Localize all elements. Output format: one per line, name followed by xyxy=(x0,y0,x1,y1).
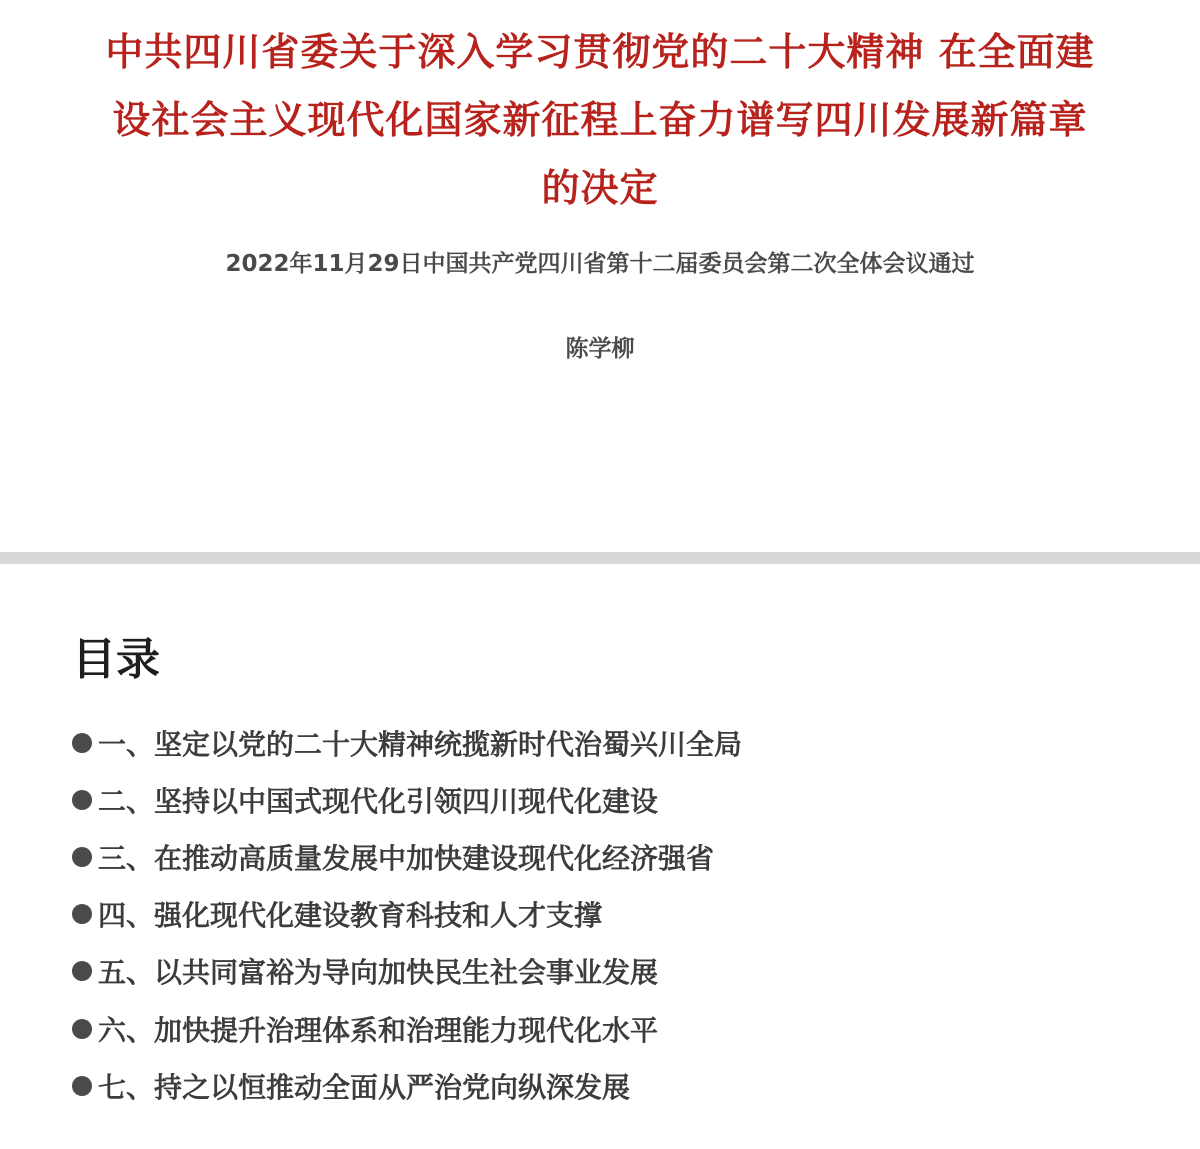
toc-item-label: 七、持之以恒推动全面从严治党向纵深发展 xyxy=(98,1070,631,1104)
author-name: 陈学柳 xyxy=(565,336,635,362)
toc-item-label: 三、在推动高质量发展中加快建设现代化经济强省 xyxy=(98,841,715,875)
bullet-dot-icon xyxy=(72,847,92,867)
adoption-note: 2022年11月29日中国共产党四川省第十二届委员会第二次全体会议通过 xyxy=(225,251,975,277)
bullet-dot-icon xyxy=(72,733,92,753)
bullet-dot-icon xyxy=(72,790,92,810)
bullet-dot-icon xyxy=(72,904,92,924)
section-divider xyxy=(0,552,1200,564)
bullet-dot-icon xyxy=(72,961,92,981)
document-header xyxy=(0,0,1200,552)
toc-item[interactable] xyxy=(72,886,742,943)
table-of-contents xyxy=(0,564,1200,1149)
toc-list xyxy=(72,714,742,1114)
toc-item-label: 六、加快提升治理体系和治理能力现代化水平 xyxy=(98,1013,659,1047)
toc-item-label: 四、强化现代化建设教育科技和人才支撑 xyxy=(98,899,603,933)
bullet-dot-icon xyxy=(72,1019,92,1039)
toc-item[interactable] xyxy=(72,1057,742,1114)
toc-item-label: 五、以共同富裕为导向加快民生社会事业发展 xyxy=(98,956,659,990)
toc-item[interactable] xyxy=(72,771,742,828)
toc-item[interactable] xyxy=(72,714,742,771)
toc-item[interactable] xyxy=(72,943,742,1000)
toc-item[interactable] xyxy=(72,828,742,885)
toc-heading: 目录 xyxy=(72,634,160,685)
toc-item-label: 二、坚持以中国式现代化引领四川现代化建设 xyxy=(98,784,659,818)
bullet-dot-icon xyxy=(72,1076,92,1096)
document-title: 中共四川省委关于深入学习贯彻党的二十大精神 在全面建设社会主义现代化国家新征程上奋力谱写四川发展新篇章的决定 xyxy=(105,30,1095,210)
toc-item-label: 一、坚定以党的二十大精神统揽新时代治蜀兴川全局 xyxy=(98,727,743,761)
toc-item[interactable] xyxy=(72,1000,742,1057)
